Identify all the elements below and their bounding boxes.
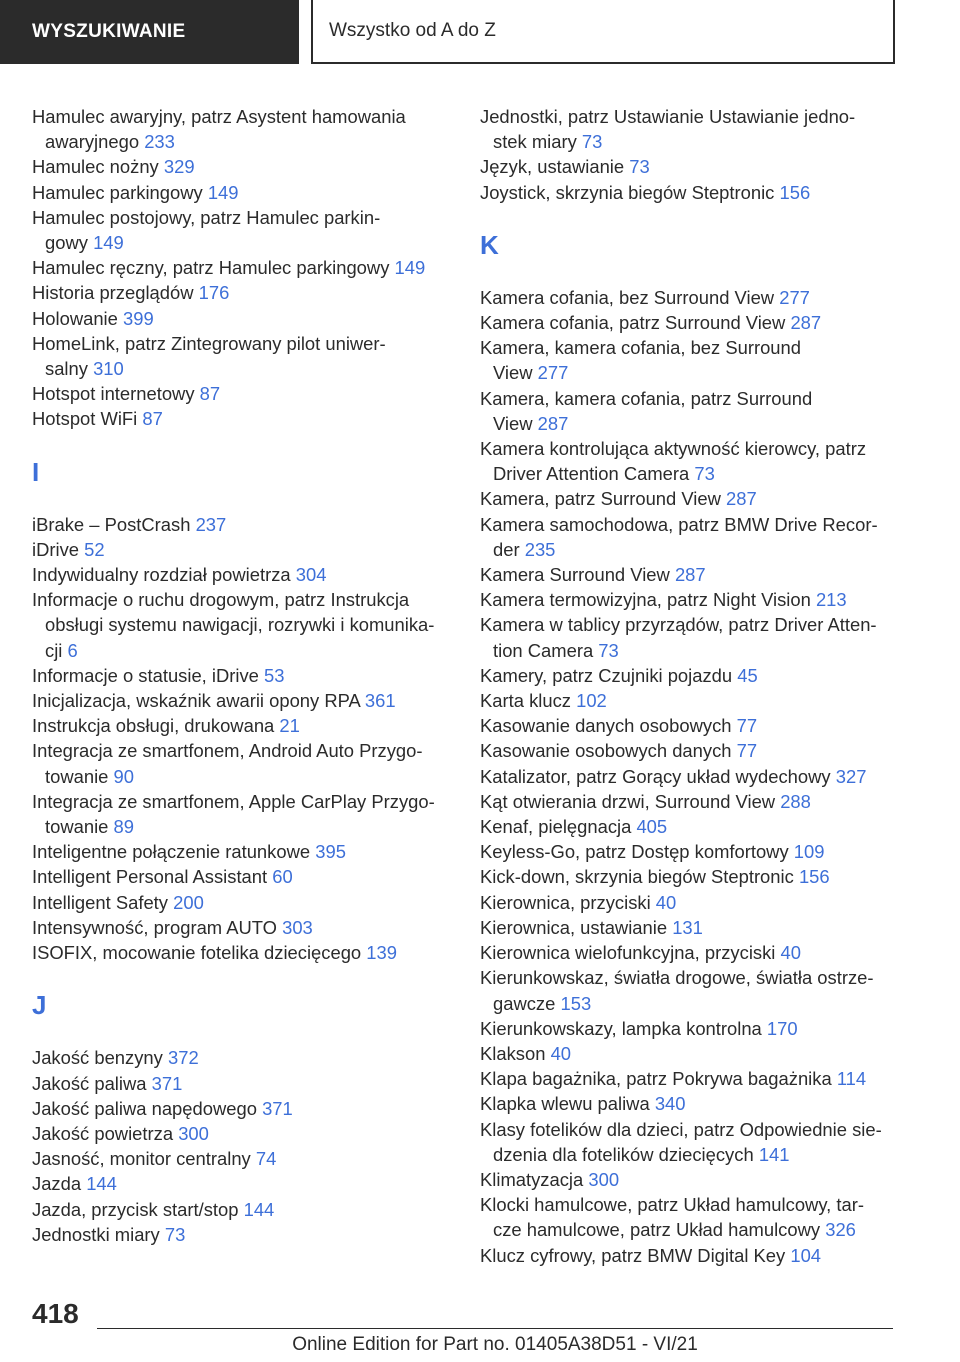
index-entry-page-link[interactable]: 300	[178, 1122, 209, 1144]
index-entry-text: Hamulec ręczny, patrz Hamulec parkingowy	[32, 257, 390, 279]
index-entry-page-link[interactable]: 277	[779, 286, 810, 308]
index-entry	[32, 587, 452, 663]
index-entry-text: Intelligent Personal Assistant	[32, 866, 268, 888]
index-entry	[480, 1243, 900, 1268]
index-entry-page-link[interactable]: 371	[151, 1072, 183, 1094]
index-entry	[32, 1121, 452, 1146]
index-entry	[480, 1041, 900, 1066]
index-entry-page-link[interactable]: 87	[142, 408, 163, 430]
index-entry	[480, 1066, 900, 1091]
index-entry-page-link[interactable]: 372	[167, 1047, 199, 1069]
index-entry-text: Kamera samochodowa, patrz BMW Drive Recor- der	[480, 513, 878, 560]
index-entry	[480, 713, 900, 738]
index-entry-text: Jakość paliwa	[32, 1072, 147, 1094]
index-entry-text: Jakość benzyny	[32, 1047, 163, 1069]
index-entry-text: Hamulec nożny	[32, 156, 159, 178]
index-entry	[32, 1171, 452, 1196]
index-entry-page-link[interactable]: 73	[629, 156, 650, 178]
index-entry-text: Kenaf, pielęgnacja	[480, 816, 632, 838]
index-entry-text: Kasowanie osobowych danych	[480, 740, 732, 762]
index-entry-text: Jakość paliwa napędowego	[32, 1097, 257, 1119]
index-entry-text: Kamera cofania, bez Surround View	[480, 286, 775, 308]
index-entry-page-link[interactable]: 176	[198, 282, 230, 304]
index-entry-text: Kamera kontrolująca aktywność kierowcy, patrz Driver Attention Camera	[480, 438, 867, 485]
index-entry-text: Hamulec parkingowy	[32, 181, 203, 203]
index-entry	[32, 406, 452, 431]
chapter-title: Wszystko od A do Z	[329, 20, 496, 41]
index-entry	[480, 1091, 900, 1116]
index-entry	[480, 562, 900, 587]
index-entry	[32, 255, 452, 280]
index-entry-page-link[interactable]: 141	[758, 1143, 790, 1165]
index-entry-text: Klucz cyfrowy, patrz BMW Digital Key	[480, 1244, 786, 1266]
index-entry-text: Hotspot WiFi	[32, 408, 138, 430]
index-entry-page-link[interactable]: 213	[815, 589, 847, 611]
index-entry	[480, 612, 900, 662]
index-entry-page-link[interactable]: 40	[655, 891, 677, 913]
index-entry	[480, 486, 900, 511]
index-entry-text: Klimatyzacja	[480, 1168, 584, 1190]
index-entry	[32, 537, 452, 562]
index-entry-text: Integracja ze smartfonem, Android Auto Przygo- towanie	[32, 740, 423, 787]
index-entry-text: Kamery, patrz Czujniki pojazdu	[480, 664, 733, 686]
index-entry-page-link[interactable]: 405	[636, 816, 668, 838]
index-entry-page-link[interactable]: 74	[255, 1148, 277, 1170]
index-entry-page-link[interactable]: 144	[243, 1198, 275, 1220]
index-entry-page-link[interactable]: 327	[835, 765, 867, 787]
index-entry-text: Kierownica, ustawianie	[480, 916, 668, 938]
index-entry-page-link[interactable]: 149	[207, 181, 239, 203]
index-entry-text: Jednostki miary	[32, 1223, 160, 1245]
index-entry-page-link[interactable]: 395	[315, 841, 346, 863]
index-entry	[32, 663, 452, 688]
index-entry-page-link[interactable]: 144	[86, 1173, 117, 1195]
index-entry-page-link[interactable]: 21	[279, 715, 300, 737]
index-entry-text: Kasowanie danych osobowych	[480, 715, 732, 737]
index-entry-page-link[interactable]: 53	[264, 664, 285, 686]
index-entry-page-link[interactable]: 87	[199, 383, 221, 405]
index-column-right	[480, 104, 900, 1268]
index-letter-heading: I	[32, 456, 40, 487]
index-entry-page-link[interactable]: 304	[295, 564, 327, 586]
index-entry	[480, 436, 900, 486]
index-entry-text: Karta klucz	[480, 690, 571, 712]
index-entry	[32, 890, 452, 915]
index-entry	[32, 562, 452, 587]
index-entry	[480, 1192, 900, 1242]
footer-edition: Online Edition for Part no. 01405A38D51 - VI/21	[292, 1334, 698, 1355]
index-entry-text: iBrake – PostCrash	[32, 513, 191, 535]
index-entry	[480, 890, 900, 915]
index-entry-text: Kierunkowskaz, światła drogowe, światła ostrze- gawcze	[480, 967, 874, 1014]
index-entry	[32, 1071, 452, 1096]
index-entry-page-link[interactable]: 149	[394, 257, 426, 279]
index-entry-text: Kierunkowskazy, lampka kontrolna	[480, 1017, 762, 1039]
index-entry	[480, 688, 900, 713]
index-entry	[32, 1222, 452, 1247]
index-entry-text: Jednostki, patrz Ustawianie Ustawianie jedno- stek miary	[480, 106, 856, 153]
index-entry-page-link[interactable]: 90	[113, 765, 134, 787]
index-entry-text: Intelligent Safety	[32, 891, 168, 913]
index-entry	[480, 154, 900, 179]
index-entry-page-link[interactable]: 73	[598, 639, 619, 661]
index-entry	[480, 663, 900, 688]
index-entry	[480, 386, 900, 436]
index-entry-page-link[interactable]: 60	[272, 866, 293, 888]
index-entry-text: Kick-down, skrzynia biegów Steptronic	[480, 866, 794, 888]
index-entry-page-link[interactable]: 371	[262, 1097, 293, 1119]
index-entry-page-link[interactable]: 170	[766, 1017, 798, 1039]
index-entry-text: Kamera Surround View	[480, 564, 670, 586]
index-entry-page-link[interactable]: 131	[672, 916, 703, 938]
index-entry-text: Inicjalizacja, wskaźnik awarii opony RPA	[32, 690, 360, 712]
index-entry	[480, 104, 900, 154]
index-entry	[480, 940, 900, 965]
index-entry	[480, 839, 900, 864]
index-entry-page-link[interactable]: 73	[164, 1223, 186, 1245]
index-entry-page-link[interactable]: 287	[537, 412, 569, 434]
index-entry	[480, 915, 900, 940]
index-entry-page-link[interactable]: 235	[524, 538, 556, 560]
index-letter-heading: K	[480, 229, 499, 260]
index-entry-text: Kamera, patrz Surround View	[480, 488, 721, 510]
index-entry-page-link[interactable]: 109	[793, 841, 825, 863]
index-entry-page-link[interactable]: 45	[737, 664, 758, 686]
index-entry-page-link[interactable]: 303	[282, 916, 313, 938]
index-entry	[32, 1197, 452, 1222]
index-entry-text: Hamulec postojowy, patrz Hamulec parkin- gowy	[32, 206, 381, 254]
index-entry-text: Integracja ze smartfonem, Apple CarPlay Przygo- towanie	[32, 790, 435, 838]
index-entry	[480, 587, 900, 612]
index-entry-page-link[interactable]: 340	[654, 1093, 686, 1115]
index-entry-text: Informacje o ruchu drogowym, patrz Instrukcja obsługi systemu nawigacji, rozrywki i komunika- cji	[32, 589, 435, 661]
index-entry-text: Hamulec awaryjny, patrz Asystent hamowania awaryjnego	[32, 106, 406, 153]
index-entry-text: Informacje o statusie, iDrive	[32, 664, 259, 686]
index-entry-page-link[interactable]: 329	[163, 156, 195, 178]
index-entry-text: Kąt otwierania drzwi, Surround View	[480, 790, 776, 812]
index-entry-page-link[interactable]: 288	[780, 790, 811, 812]
index-entry-text: ISOFIX, mocowanie fotelika dziecięcego	[32, 942, 362, 964]
index-entry-page-link[interactable]: 287	[726, 488, 757, 510]
index-letter-heading: J	[32, 990, 47, 1021]
index-entry-text: Jasność, monitor centralny	[32, 1148, 251, 1170]
index-entry	[32, 688, 452, 713]
index-entry-page-link[interactable]: 233	[144, 131, 175, 153]
index-entry-page-link[interactable]: 40	[550, 1042, 572, 1064]
page-number: 418	[32, 1298, 79, 1329]
index-entry-page-link[interactable]: 310	[93, 358, 124, 380]
index-entry-text: Język, ustawianie	[480, 156, 625, 178]
footer-divider	[97, 1328, 893, 1329]
index-entry	[480, 335, 900, 385]
chapter-tab	[311, 0, 895, 64]
index-entry-text: Jazda	[32, 1173, 82, 1195]
index-entry-page-link[interactable]: 287	[674, 564, 706, 586]
index-entry-text: Klasy fotelików dla dzieci, patrz Odpowiednie sie- dzenia dla fotelików dziecięcych	[480, 1118, 882, 1165]
index-entry-text: Klocki hamulcowe, patrz Układ hamulcowy, tar- cze hamulcowe, patrz Układ hamulcowy	[480, 1194, 864, 1241]
index-entry-page-link[interactable]: 237	[195, 513, 227, 535]
index-entry-page-link[interactable]: 149	[93, 232, 124, 254]
index-entry-page-link[interactable]: 277	[537, 362, 569, 384]
index-entry-page-link[interactable]: 77	[736, 715, 758, 737]
index-entry	[32, 738, 452, 788]
index-entry-page-link[interactable]: 200	[173, 891, 204, 913]
index-entry-page-link[interactable]: 153	[560, 992, 592, 1014]
section-tab	[0, 0, 299, 64]
index-entry-text: Klapka wlewu paliwa	[480, 1093, 650, 1115]
index-entry-text: Keyless-Go, patrz Dostęp komfortowy	[480, 841, 789, 863]
index-entry-page-link[interactable]: 287	[790, 312, 822, 334]
index-entry-text: Katalizator, patrz Gorący układ wydechowy	[480, 765, 831, 787]
index-entry-text: Hotspot internetowy	[32, 383, 195, 405]
index-entry	[480, 965, 900, 1015]
index-entry-page-link[interactable]: 139	[366, 942, 397, 964]
index-entry-page-link[interactable]: 6	[67, 639, 78, 661]
index-entry-text: Jakość powietrza	[32, 1122, 174, 1144]
index-entry	[480, 864, 900, 889]
index-entry-text: Klakson	[480, 1042, 546, 1064]
index-entry	[32, 512, 452, 537]
index-entry-text: Instrukcja obsługi, drukowana	[32, 715, 275, 737]
index-entry	[32, 104, 452, 154]
index-entry	[32, 154, 452, 179]
index-entry	[32, 205, 452, 255]
index-entry-page-link[interactable]: 77	[736, 740, 758, 762]
index-entry	[480, 789, 900, 814]
index-entry	[32, 789, 452, 839]
index-entry-page-link[interactable]: 156	[798, 866, 830, 888]
index-entry-text: Intensywność, program AUTO	[32, 916, 277, 938]
section-title: WYSZUKIWANIE	[32, 21, 186, 42]
index-entry	[480, 1016, 900, 1041]
index-entry-page-link[interactable]: 361	[364, 690, 396, 712]
index-entry	[480, 814, 900, 839]
index-entry-text: Kamera cofania, patrz Surround View	[480, 312, 786, 334]
index-entry	[480, 764, 900, 789]
index-entry-text: Kamera termowizyjna, patrz Night Vision	[480, 589, 811, 611]
index-entry-page-link[interactable]: 89	[113, 816, 134, 838]
index-entry-text: Klapa bagażnika, patrz Pokrywa bagażnika	[480, 1068, 832, 1090]
index-entry-text: Joystick, skrzynia biegów Steptronic	[480, 181, 775, 203]
index-entry-page-link[interactable]: 73	[694, 463, 715, 485]
index-entry-text: Kamera, kamera cofania, patrz Surround View	[480, 387, 813, 434]
index-entry-text: iDrive	[32, 538, 80, 560]
index-entry	[32, 381, 452, 406]
index-entry-page-link[interactable]: 104	[790, 1244, 822, 1266]
index-entry	[32, 1045, 452, 1070]
index-entry	[480, 738, 900, 763]
index-entry	[480, 1117, 900, 1167]
index-entry-text: Jazda, przycisk start/stop	[32, 1198, 239, 1220]
index-entry-text: Historia przeglądów	[32, 282, 194, 304]
index-entry-text: Indywidualny rozdział powietrza	[32, 564, 291, 586]
index-entry-page-link[interactable]: 52	[84, 538, 105, 560]
index-entry-text: Kierownica wielofunkcyjna, przyciski	[480, 942, 776, 964]
index-entry	[32, 306, 452, 331]
index-entry-text: HomeLink, patrz Zintegrowany pilot uniwer- salny	[32, 332, 386, 380]
index-entry-page-link[interactable]: 300	[588, 1168, 620, 1190]
index-entry	[32, 331, 452, 381]
index-column-left	[32, 104, 452, 1247]
index-entry	[32, 180, 452, 205]
index-entry	[480, 285, 900, 310]
index-entry-page-link[interactable]: 102	[576, 690, 607, 712]
index-entry-page-link[interactable]: 156	[779, 181, 811, 203]
index-entry-text: Kamera w tablicy przyrządów, patrz Driver Atten- tion Camera	[480, 614, 877, 661]
index-entry	[480, 310, 900, 335]
index-entry-page-link[interactable]: 73	[581, 131, 603, 153]
index-entry	[480, 512, 900, 562]
index-entry-page-link[interactable]: 399	[123, 307, 154, 329]
index-entry	[480, 1167, 900, 1192]
index-entry	[32, 864, 452, 889]
index-entry	[32, 940, 452, 965]
index-entry	[32, 839, 452, 864]
index-entry	[480, 180, 900, 205]
index-entry	[32, 1146, 452, 1171]
index-entry-page-link[interactable]: 40	[780, 942, 801, 964]
index-entry-text: Holowanie	[32, 307, 118, 329]
index-entry-page-link[interactable]: 326	[825, 1219, 856, 1241]
index-entry-text: Inteligentne połączenie ratunkowe	[32, 841, 311, 863]
index-entry	[32, 915, 452, 940]
index-entry	[32, 713, 452, 738]
index-entry	[32, 280, 452, 305]
index-entry	[32, 1096, 452, 1121]
index-entry-text: Kamera, kamera cofania, bez Surround View	[480, 337, 801, 384]
index-entry-text: Kierownica, przyciski	[480, 891, 651, 913]
index-entry-page-link[interactable]: 114	[836, 1068, 867, 1090]
